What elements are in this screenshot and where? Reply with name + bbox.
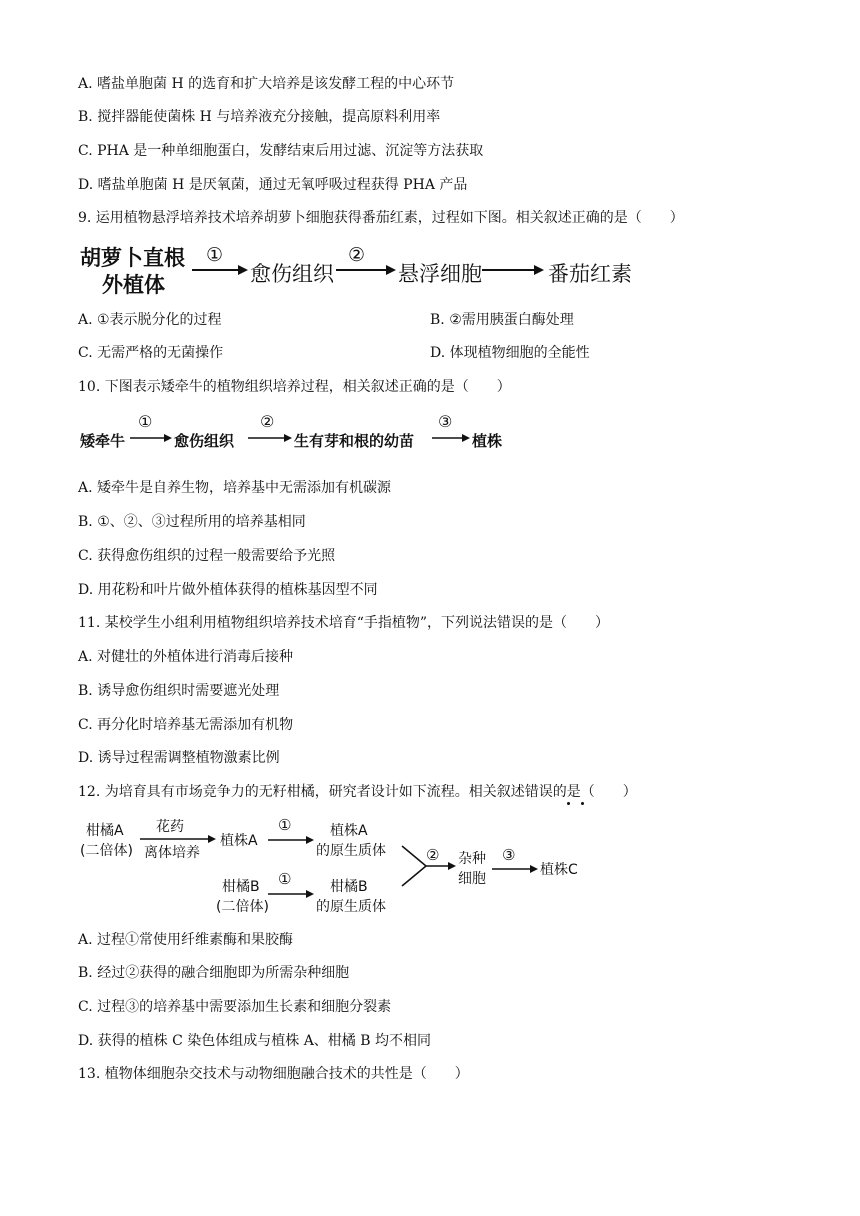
- q10-arrow-2: [248, 433, 292, 443]
- q10-step2-label: ②: [260, 412, 275, 431]
- q10-node-plant: 植株: [472, 432, 503, 450]
- q8-option-a: A. 嗜盐单胞菌 H 的选育和扩大培养是该发酵工程的中心环节: [78, 76, 455, 92]
- q12-step3-label: ③: [502, 846, 516, 864]
- q9-node-carrot-root: 胡萝卜直根: [80, 246, 185, 270]
- q10-arrow-1: [130, 433, 172, 443]
- q12-stem: 12. 为培育具有市场竞争力的无籽柑橘，研究者设计如下流程。相关叙述错误的是（ ）: [78, 784, 637, 800]
- q12-hybrid-line2: 细胞: [458, 871, 486, 887]
- q12-emphasis-dot-1: [567, 802, 570, 805]
- q12-emphasis-dot-2: [581, 802, 584, 805]
- q10-flow-diagram: [78, 412, 518, 452]
- q9-node-explant: 外植体: [102, 273, 165, 297]
- q12-step2-label: ②: [426, 846, 440, 864]
- q11-option-d: D. 诱导过程需调整植物激素比例: [78, 750, 280, 766]
- q9-step1-label: ①: [206, 244, 224, 266]
- q9-flow-diagram: [78, 236, 648, 296]
- q10-option-a: A. 矮牵牛是自养生物，培养基中无需添加有机碳源: [78, 480, 392, 496]
- q12-protoplast-b-line1: 柑橘B: [330, 879, 368, 895]
- q11-stem: 11. 某校学生小组利用植物组织培养技术培育“手指植物”，下列说法错误的是（ ）: [78, 615, 610, 631]
- q12-arrow-1a: [268, 835, 314, 845]
- q10-option-c: C. 获得愈伤组织的过程一般需要给予光照: [78, 548, 336, 564]
- q9-step2-label: ②: [348, 244, 366, 266]
- q12-hybrid-line1: 杂种: [458, 851, 486, 867]
- q12-option-d: D. 获得的植株 C 染色体组成与植株 A、柑橘 B 均不相同: [78, 1033, 431, 1049]
- q12-flow-diagram: [78, 812, 598, 916]
- q9-option-a: A. ①表示脱分化的过程: [78, 312, 222, 328]
- q12-plant-a: 植株A: [220, 833, 258, 849]
- q12-plant-c: 植株C: [540, 862, 578, 878]
- q10-stem: 10. 下图表示矮牵牛的植物组织培养过程，相关叙述正确的是（ ）: [78, 379, 511, 395]
- q8-option-d: D. 嗜盐单胞菌 H 是厌氧菌，通过无氧呼吸过程获得 PHA 产品: [78, 177, 468, 193]
- q9-option-c: C. 无需严格的无菌操作: [78, 345, 224, 361]
- q12-citrus-b-diploid: (二倍体): [216, 899, 269, 915]
- q12-arrow-1b: [268, 889, 314, 899]
- q10-step3-label: ③: [438, 412, 453, 431]
- q10-option-b: B. ①、②、③过程所用的培养基相同: [78, 514, 306, 530]
- q8-option-c: C. PHA 是一种单细胞蛋白，发酵结束后用过滤、沉淀等方法获取: [78, 143, 484, 159]
- q13-stem: 13. 植物体细胞杂交技术与动物细胞融合技术的共性是（ ）: [78, 1066, 469, 1082]
- q12-protoplast-b-line2: 的原生质体: [316, 899, 386, 915]
- q9-node-suspension-cells: 悬浮细胞: [398, 262, 482, 286]
- q10-option-d: D. 用花粉和叶片做外植体获得的植株基因型不同: [78, 582, 378, 598]
- q12-step1-label-a: ①: [278, 816, 292, 834]
- q12-option-b: B. 经过②获得的融合细胞即为所需杂种细胞: [78, 965, 350, 981]
- q12-protoplast-a-line1: 植株A: [330, 823, 368, 839]
- q10-node-petunia: 矮牵牛: [80, 432, 126, 450]
- q9-option-d: D. 体现植物细胞的全能性: [430, 345, 590, 361]
- q12-citrus-a: 柑橘A: [86, 823, 124, 839]
- q10-step1-label: ①: [138, 412, 153, 431]
- q9-node-lycopene: 番茄红素: [548, 262, 632, 286]
- q12-citrus-b: 柑橘B: [222, 879, 260, 895]
- q8-option-b: B. 搅拌器能使菌株 H 与培养液充分接触，提高原料利用率: [78, 109, 441, 125]
- q9-stem: 9. 运用植物悬浮培养技术培养胡萝卜细胞获得番茄红素，过程如下图。相关叙述正确的是（ ）: [78, 210, 684, 226]
- q11-option-c: C. 再分化时培养基无需添加有机物: [78, 717, 294, 733]
- q12-anther-label: 花药: [156, 819, 184, 835]
- q9-option-b: B. ②需用胰蛋白酶处理: [430, 312, 574, 328]
- q11-option-b: B. 诱导愈伤组织时需要遮光处理: [78, 683, 280, 699]
- q10-node-seedling: 生有芽和根的幼苗: [294, 432, 415, 450]
- q9-arrow-2: [336, 264, 396, 276]
- q12-arrow-3: [492, 864, 538, 874]
- q12-step1-label-b: ①: [278, 870, 292, 888]
- q12-protoplast-a-line2: 的原生质体: [316, 843, 386, 859]
- q9-arrow-1: [192, 264, 248, 276]
- q12-option-c: C. 过程③的培养基中需要添加生长素和细胞分裂素: [78, 999, 392, 1015]
- q12-in-vitro-culture-label: 离体培养: [144, 845, 200, 861]
- q12-option-a: A. 过程①常使用纤维素酶和果胶酶: [78, 932, 294, 948]
- q11-option-a: A. 对健壮的外植体进行消毒后接种: [78, 649, 294, 665]
- q9-node-callus: 愈伤组织: [250, 262, 334, 286]
- q10-node-callus: 愈伤组织: [174, 432, 235, 450]
- q10-arrow-3: [432, 433, 470, 443]
- q12-citrus-a-diploid: (二倍体): [80, 843, 133, 859]
- q9-arrow-3: [482, 264, 544, 276]
